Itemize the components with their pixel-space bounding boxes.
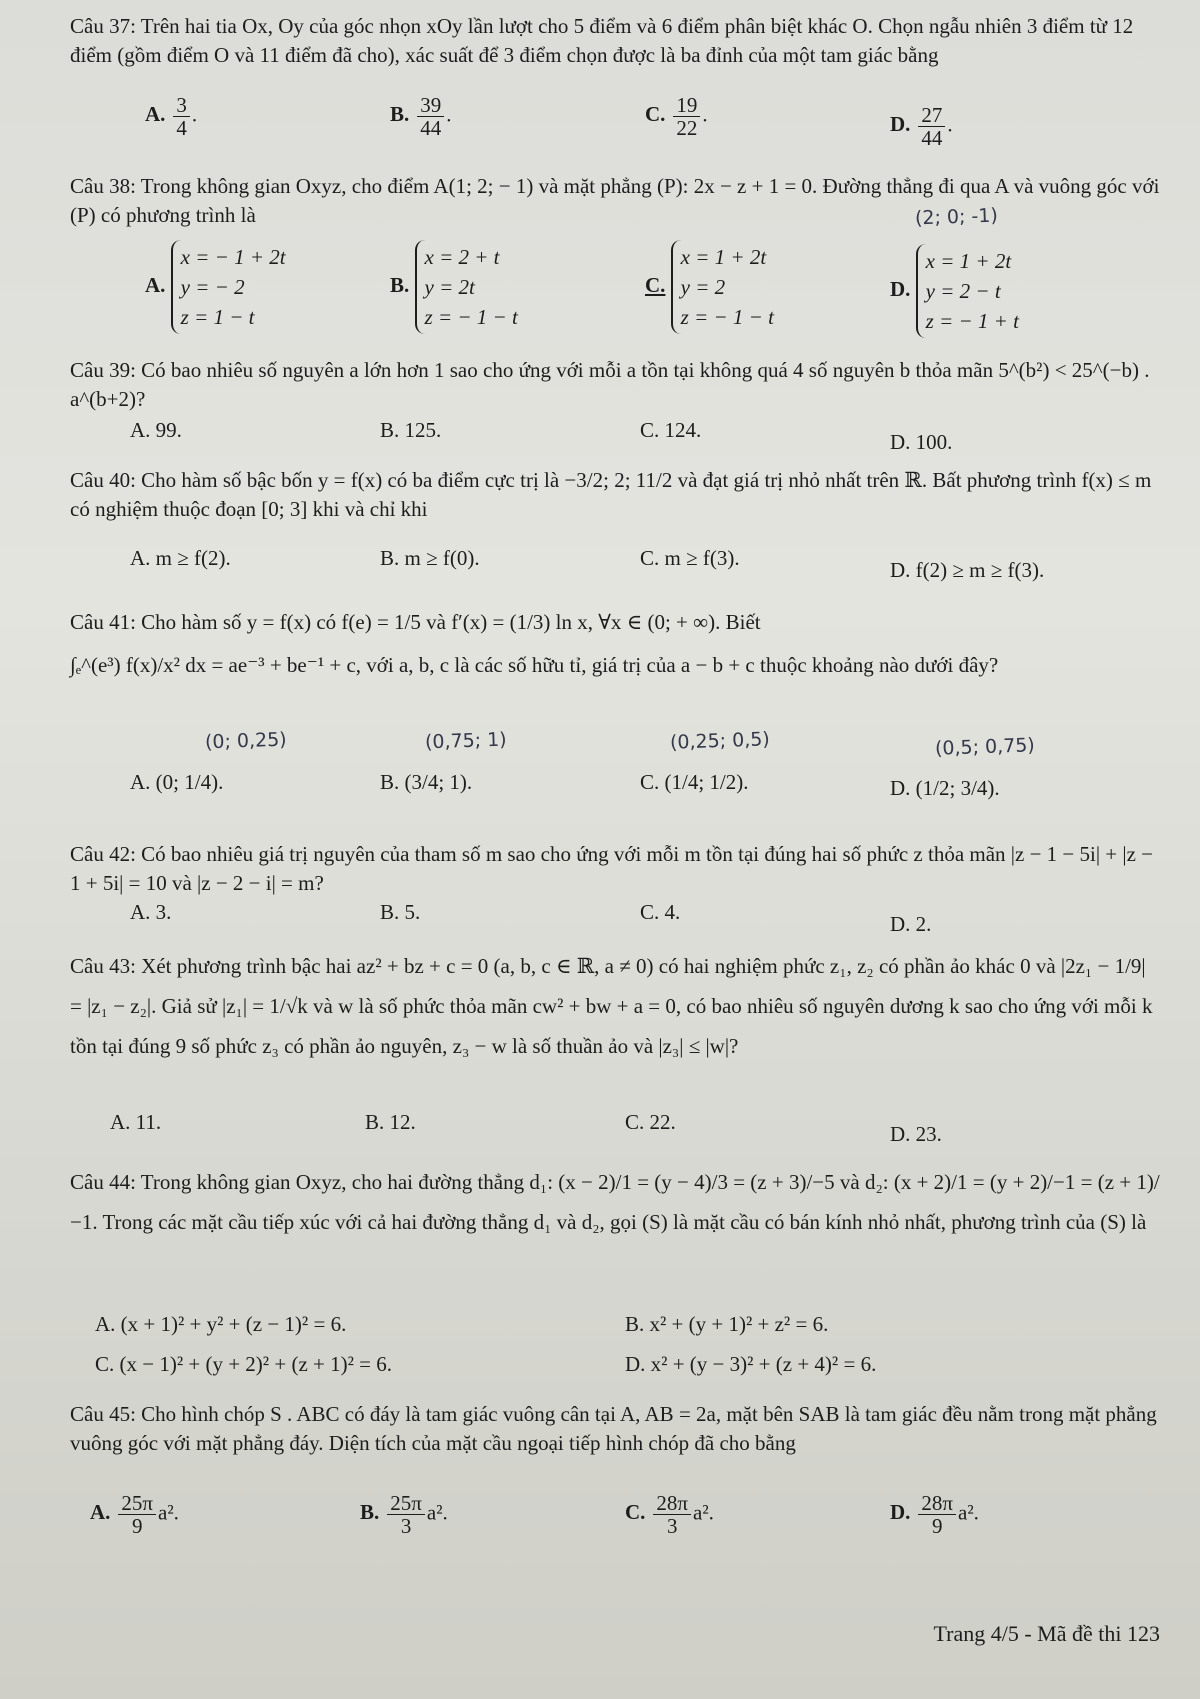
q37-option-b[interactable]: B. $\frac{39}{44}$ . <box>390 93 452 140</box>
handwritten-note-q38: (2; 0; -1) <box>914 204 999 230</box>
question-40-text: Câu 40: Cho hàm số bậc bốn y = f(x) có ba điểm cực trị là −3/2; 2; 11/2 và đạt giá trị nhỏ nhất trên ℝ. Bất phương trình f(x) ≤ m có nghiệm thuộc đoạn [0; 3] khi và chỉ khi <box>70 468 1152 521</box>
q41-option-c[interactable]: C. (1/4; 1/2). <box>640 770 749 794</box>
question-44-options <box>95 1312 1155 1392</box>
q37-option-d[interactable]: D. $\frac{27}{44}$ . <box>890 103 953 150</box>
q44-option-d[interactable]: D. x² + (y − 3)² + (z + 4)² = 6. <box>625 1352 877 1376</box>
question-39-text: Câu 39: Có bao nhiêu số nguyên a lớn hơn 1 sao cho ứng với mỗi a tồn tại không quá 4 số nguyên b thỏa mãn 5^(b²) < 25^(−b) . a^(b+2)? <box>70 358 1150 411</box>
q39-option-c[interactable]: C. 124. <box>640 418 702 442</box>
question-44 <box>70 1162 1160 1242</box>
question-42 <box>70 840 1160 898</box>
q40-option-a[interactable]: A. m ≥ f(2). <box>130 546 231 570</box>
question-43-text: Câu 43: Xét phương trình bậc hai az² + bz + c = 0 (a, b, c ∈ ℝ, a ≠ 0) có hai nghiệm phức z₁, z₂ có phần ảo khác 0 và |2z₁ − 1/9| = |z₁ − z₂|. Giả sử |z₁| = 1/√k và w là số phức thỏa mãn cw² + bw + a = 0, có bao nhiêu số nguyên dương k sao cho ứng với mỗi k tồn tại đúng 9 số phức z₃ có phần ảo nguyên, z₃ − w là số thuần ảo và |z₃| ≤ |w|? <box>70 954 1153 1058</box>
q39-option-d[interactable]: D. 100. <box>890 430 953 454</box>
q43-option-a[interactable]: A. 11. <box>110 1110 162 1134</box>
q43-option-c[interactable]: C. 22. <box>625 1110 676 1134</box>
question-41-text-2: ∫ₑ^(e³) f(x)/x² dx = ae⁻³ + be⁻¹ + c, với a, b, c là các số hữu tỉ, giá trị của a − b + c thuộc khoảng nào dưới đây? <box>70 653 999 677</box>
question-45 <box>70 1400 1160 1458</box>
q38-option-b[interactable]: B. x = 2 + t y = 2t z = − 1 − t <box>390 240 518 334</box>
question-41 <box>70 608 1160 680</box>
q44-option-c[interactable]: C. (x − 1)² + (y + 2)² + (z + 1)² = 6. <box>95 1352 392 1376</box>
q44-option-b[interactable]: B. x² + (y + 1)² + z² = 6. <box>625 1312 829 1336</box>
q38-option-c[interactable]: C. x = 1 + 2t y = 2 z = − 1 − t <box>645 240 774 334</box>
page-footer: Trang 4/5 - Mã đề thi 123 <box>933 1621 1160 1646</box>
question-43-options <box>70 1110 1160 1170</box>
q40-option-b[interactable]: B. m ≥ f(0). <box>380 546 480 570</box>
q45-option-c[interactable]: C. $\frac{28\pi}{3}$ a². <box>625 1491 714 1538</box>
q41-option-b[interactable]: B. (3/4; 1). <box>380 770 473 794</box>
question-45-options <box>70 1492 1160 1552</box>
question-38-options <box>70 240 1160 350</box>
question-45-text: Câu 45: Cho hình chóp S . ABC có đáy là tam giác vuông cân tại A, AB = 2a, mặt bên SAB là tam giác đều nằm trong mặt phẳng vuông góc với mặt phẳng đáy. Diện tích của mặt cầu ngoại tiếp hình chóp đã cho bằng <box>70 1402 1157 1455</box>
q40-option-c[interactable]: C. m ≥ f(3). <box>640 546 740 570</box>
q43-option-b[interactable]: B. 12. <box>365 1110 416 1134</box>
q41-option-a[interactable]: A. (0; 1/4). <box>130 770 224 794</box>
q39-option-a[interactable]: A. 99. <box>130 418 182 442</box>
q39-option-b[interactable]: B. 125. <box>380 418 442 442</box>
question-38-text: Câu 38: Trong không gian Oxyz, cho điểm A(1; 2; − 1) và mặt phẳng (P): 2x − z + 1 = 0. Đường thẳng đi qua A và vuông góc với (P) có phương trình là <box>70 174 1160 227</box>
question-39 <box>70 356 1160 414</box>
q43-option-d[interactable]: D. 23. <box>890 1122 942 1146</box>
handwritten-note-a: (0; 0,25) <box>204 728 288 754</box>
q45-option-d[interactable]: D. $\frac{28\pi}{9}$ a². <box>890 1491 979 1538</box>
handwritten-note-b: (0,75; 1) <box>424 728 508 754</box>
q37-option-a[interactable]: A. $\frac{3}{4}$ . <box>145 93 198 140</box>
question-40-options <box>70 546 1160 606</box>
question-44-text: Câu 44: Trong không gian Oxyz, cho hai đường thẳng d₁: (x − 2)/1 = (y − 4)/3 = (z + 3)/−5 và d₂: (x + 2)/1 = (y + 2)/−1 = (z + 1)/−1. Trong các mặt cầu tiếp xúc với cả hai đường thẳng d₁ và d₂, gọi (S) là mặt cầu có bán kính nhỏ nhất, phương trình của (S) là <box>70 1170 1160 1234</box>
question-42-text: Câu 42: Có bao nhiêu giá trị nguyên của tham số m sao cho ứng với mỗi m tồn tại đúng hai số phức z thỏa mãn |z − 1 − 5i| + |z − 1 + 5i| = 10 và |z − 2 − i| = m? <box>70 842 1154 895</box>
q44-option-a[interactable]: A. (x + 1)² + y² + (z − 1)² = 6. <box>95 1312 347 1336</box>
handwritten-note-c: (0,25; 0,5) <box>669 728 771 754</box>
q38-option-a[interactable]: A. x = − 1 + 2t y = − 2 z = 1 − t <box>145 240 286 334</box>
q41-option-d[interactable]: D. (1/2; 3/4). <box>890 776 1000 800</box>
question-37-text: Câu 37: Trên hai tia Ox, Oy của góc nhọn xOy lần lượt cho 5 điểm và 6 điểm phân biệt khác O. Chọn ngẫu nhiên 3 điểm từ 12 điểm (gồm điểm O và 11 điểm đã cho), xác suất để 3 điểm chọn được là ba đỉnh của một tam giác bằng <box>70 14 1134 67</box>
question-37-options <box>70 94 1160 154</box>
question-41-text-1: Câu 41: Cho hàm số y = f(x) có f(e) = 1/5 và f′(x) = (1/3) ln x, ∀x ∈ (0; + ∞). Biết <box>70 610 761 634</box>
q45-option-a[interactable]: A. $\frac{25\pi}{9}$ a². <box>90 1491 179 1538</box>
q38-option-d[interactable]: D. x = 1 + 2t y = 2 − t z = − 1 + t <box>890 244 1019 338</box>
q42-option-a[interactable]: A. 3. <box>130 900 172 924</box>
q45-option-b[interactable]: B. $\frac{25\pi}{3}$ a². <box>360 1491 448 1538</box>
q37-option-c[interactable]: C. $\frac{19}{22}$ . <box>645 93 708 140</box>
q42-option-b[interactable]: B. 5. <box>380 900 421 924</box>
handwritten-note-d: (0,5; 0,75) <box>934 734 1036 760</box>
q42-option-c[interactable]: C. 4. <box>640 900 681 924</box>
q42-option-d[interactable]: D. 2. <box>890 912 932 936</box>
question-43 <box>70 946 1160 1066</box>
q40-option-d[interactable]: D. f(2) ≥ m ≥ f(3). <box>890 558 1045 582</box>
question-41-options <box>70 770 1160 830</box>
question-37 <box>70 12 1160 70</box>
question-40 <box>70 466 1160 524</box>
